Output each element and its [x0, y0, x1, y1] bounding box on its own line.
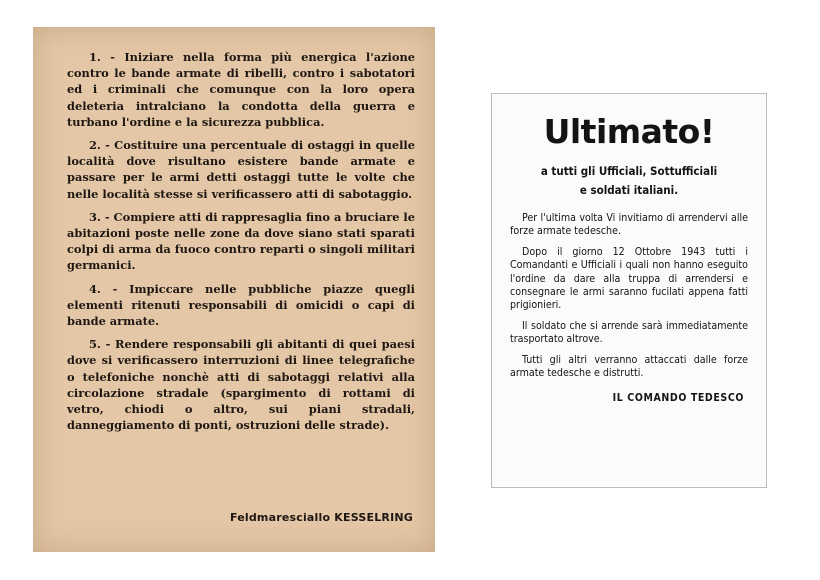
ultimatum-poster: [491, 93, 767, 488]
order-item-1: 1. - Iniziare nella forma più energica l'azione contro le bande armate di ribelli, contro i sabotatori ed i criminali che comunque con la loro opera deleteria intralciano la condotta della guerra e turbano l'ordine e la sicurezza pubblica.: [67, 50, 415, 129]
addressee-line-2: e soldati italiani.: [579, 183, 679, 197]
kesselring-signature: Feldmaresciallo KESSELRING: [229, 510, 413, 524]
order-item-3: 3. - Compiere atti di rappresaglia fino a bruciare le abitazioni poste nelle zone da dove siano stati sparati colpi di arma da fuoco contro reparti o singoli militari germanici.: [67, 209, 415, 273]
ultimatum-title: Ultimato!: [543, 112, 715, 151]
kesselring-poster: [33, 27, 435, 552]
ultimatum-signature: IL COMANDO TEDESCO: [612, 392, 744, 405]
ultimatum-paragraph-4: Tutti gli altri verranno attaccati dalle forze armate tedesche e distrutti.: [510, 353, 748, 380]
addressee-line-1: a tutti gli Ufficiali, Sottufficiali: [540, 164, 718, 178]
order-item-4: 4. - Impiccare nelle pubbliche piazze quegli elementi ritenuti responsabili di omicidi o capi di bande armate.: [67, 281, 415, 329]
order-item-2: 2. - Costituire una percentuale di ostaggi in quelle località dove risultano esistere bande armate e passare per le armi detti ostaggi tutte le volte che nelle località stesse si verificassero atti di sabotaggio.: [67, 138, 415, 201]
ultimatum-paragraph-2: Dopo il giorno 12 Ottobre 1943 tutti i Comandanti e Ufficiali i quali non hanno eseguito l'ordine da dare alla truppa di arrendersi e consegnare le armi saranno fucilati appena fatti prigionieri.: [510, 245, 748, 312]
order-item-5: 5. - Rendere responsabili gli abitanti di quei paesi dove si verificassero interruzioni di linee telegrafiche o telefoniche nonchè atti di sabotaggi relativi alla circolazione stradale (spargimento di rottami di vetro, chiodi o altro, sui piani stradali, danneggiamento di ponti, ostruzioni delle strade).: [67, 337, 415, 433]
ultimatum-paragraph-1: Per l'ultima volta Vi invitiamo di arrendervi alle forze armate tedesche.: [510, 212, 748, 238]
ultimatum-paragraph-3: Il soldato che si arrende sarà immediatamente trasportato altrove.: [510, 319, 748, 346]
ultimatum-addressee: [510, 162, 748, 200]
